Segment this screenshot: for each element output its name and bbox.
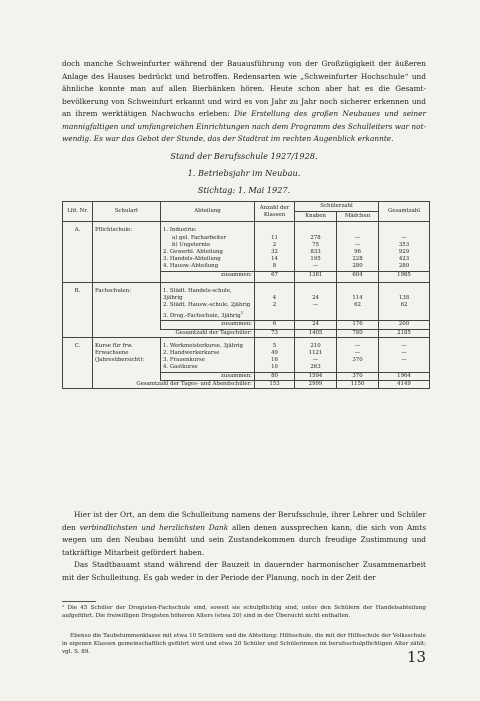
cell-gesamt: — — [379, 357, 430, 364]
cell-gesamt: — — [379, 235, 430, 242]
cell-maedchen: 96 — [337, 249, 379, 256]
cell-knaben: — — [295, 263, 337, 271]
cell-maedchen: 780 — [337, 329, 379, 337]
cell-klassen — [255, 222, 295, 235]
cell-klassen: 5 — [255, 337, 295, 350]
cell-abteilung: 4. Hausw.-Abteilung — [161, 263, 255, 271]
cell-abteilung: b) Ungelernte — [161, 242, 255, 249]
cell-maedchen — [337, 309, 379, 321]
closing-paragraph-2: Das Stadtbauamt stand während der Bauzeit in dauernder harmonischer Zusammenarbeit mit der Schulleitung. Es gab weder in der Periode der Planung, noch in der Zeit der — [62, 560, 426, 582]
cell-knaben: 833 — [295, 249, 337, 256]
table-row — [63, 263, 430, 271]
cell-gesamt: 2185 — [379, 329, 430, 337]
cell-abteilung: 2. Städt. Hausw.-schule, 2jährig — [161, 302, 255, 309]
total-row — [63, 329, 430, 337]
cell-gesamt: — — [379, 337, 430, 350]
cell-gesamt: 200 — [379, 321, 430, 329]
cell-klassen: 80 — [255, 372, 295, 380]
cell-klassen: 4 — [255, 282, 295, 302]
table-heading-date: Stichtag: 1. Mai 1927. — [197, 185, 291, 195]
table-row — [63, 309, 430, 321]
table-row — [63, 235, 430, 242]
header-gesamt: Gesamtzahl — [379, 202, 430, 222]
cell-knaben: 210 — [295, 337, 337, 350]
cell-knaben: 24 — [295, 321, 337, 329]
cell-knaben: 1381 — [295, 271, 337, 282]
cell-maedchen: — — [337, 337, 379, 350]
header-nr: Lfd. Nr. — [63, 202, 93, 222]
closing-paragraph-1 — [62, 509, 426, 559]
cell-klassen: 8 — [255, 263, 295, 271]
cell-gesamt: 4149 — [379, 380, 430, 388]
cell-knaben: — — [295, 302, 337, 309]
header-schuelerzahl: Schülerzahl — [295, 202, 379, 212]
table-row — [63, 256, 430, 263]
cell-maedchen: 228 — [337, 256, 379, 263]
cell-knaben: 1594 — [295, 372, 337, 380]
cell-maedchen: 280 — [337, 263, 379, 271]
cell-klassen: 153 — [255, 380, 295, 388]
cell-knaben: 1121 — [295, 350, 337, 357]
footnote-marker: 1 — [240, 310, 244, 316]
header-knaben: Knaben — [295, 212, 337, 222]
cell-knaben — [295, 309, 337, 321]
cell-maedchen — [337, 222, 379, 235]
table-row — [63, 249, 430, 256]
cell-maedchen: 604 — [337, 271, 379, 282]
table-row — [63, 242, 430, 249]
cell-klassen — [255, 309, 295, 321]
subtotal-label: zusammen: — [161, 372, 255, 380]
page-number: 13 — [407, 648, 427, 666]
intro-paragraph — [62, 58, 426, 146]
cell-maedchen: 114 — [337, 282, 379, 302]
cell-abteilung: 3. Frauenkurse — [161, 357, 255, 364]
cell-knaben: 24 — [295, 282, 337, 302]
total-label: Gesamtzahl der Tages- und Abendschüler: — [93, 380, 255, 388]
cell-klassen: 16 — [255, 357, 295, 364]
footnote-divider — [62, 601, 96, 602]
total-row — [63, 380, 430, 388]
cell-gesamt: 138 — [379, 282, 430, 302]
intro-line: Anlage des Hauses bedrückt und betroffen. Redensarten wie „Schweinfurter Hochschule“ — [62, 71, 412, 81]
footnote-1: ¹ Die 45 Schüler der Drogisten-Fachschule sind, soweit sie schulpflichtig sind, unter den Schülern der Handelsabteilung aufgeführt. Die freiwilligen Drogisten höheren Alters (etwa 20) sind in der Übersicht nicht enthalten. — [62, 605, 426, 620]
cell-knaben — [295, 222, 337, 235]
cell-gesamt: 353 — [379, 242, 430, 249]
cell-abteilung: 3. Handels-Abteilung — [161, 256, 255, 263]
intro-line: doch manche Schweinfurter während der Bauausführung von der Großzügigkeit der äußeren — [62, 59, 426, 68]
intro-line: und an ihrem werktätigen Nachwuchs erleben: — [62, 96, 426, 118]
header-maedchen: Mädchen — [337, 212, 379, 222]
section-schulart: Kurse für frw. Erwachsene (Jahresübersicht): — [93, 337, 161, 372]
cell-gesamt: 62 — [379, 302, 430, 309]
cell-knaben: 278 — [295, 235, 337, 242]
cell-gesamt — [379, 222, 430, 235]
header-abteilung: Abteilung — [161, 202, 255, 222]
cell-abteilung — [161, 309, 255, 321]
section-nr: C. — [63, 337, 93, 350]
header-klassen: Anzahl der Klassen — [255, 202, 295, 222]
cell-maedchen: 370 — [337, 372, 379, 380]
cell-abteilung: 1. Werkmeisterkurse, 3jährig — [161, 337, 255, 350]
section-schulart: Fachschulen: — [93, 282, 161, 302]
cell-maedchen: — — [337, 350, 379, 357]
header-schulart: Schulart — [93, 202, 161, 222]
cell-maedchen: 370 — [337, 357, 379, 364]
intro-italic-text: Die Erstellung des großen Neubaues und seiner mannigfaltigen und umfangreichen Einrichtungen nach dem Programm des Schulleiters war not-wendig. Es war das Gebot der Stunde, das der Stadtrat im rechten Augenblick erkannte. — [62, 109, 426, 143]
cell-maedchen: 176 — [337, 321, 379, 329]
cell-gesamt: 1964 — [379, 372, 430, 380]
closing-emphasis: verbindlichsten und herzlichsten Dank — [79, 522, 229, 532]
cell-klassen: 2 — [255, 302, 295, 309]
subtotal-label: zusammen: — [161, 271, 255, 282]
subtotal-row — [63, 271, 430, 282]
cell-abteilung: a) gel. Facharbeiter — [161, 235, 255, 242]
cell-klassen: 11 — [255, 235, 295, 242]
cell-abteilung: 1. Industrie: — [161, 222, 255, 235]
cell-gesamt: 280 — [379, 263, 430, 271]
subtotal-label: zusammen: — [161, 321, 255, 329]
table-header-row — [63, 202, 430, 212]
intro-line: und ähnliche konnte man auf allen Bierbänken hören. Heute schon aber hat es die Gesamt- — [62, 71, 426, 93]
cell-abteilung: 2. Gewerbl. Abteilung — [161, 249, 255, 256]
cell-maedchen: 1150 — [337, 380, 379, 388]
cell-klassen: 32 — [255, 249, 295, 256]
cell-gesamt — [379, 309, 430, 321]
cell-maedchen: 62 — [337, 302, 379, 309]
table-heading-subtitle: 1. Betriebsjahr im Neubau. — [187, 168, 301, 178]
cell-knaben: 1405 — [295, 329, 337, 337]
cell-maedchen: — — [337, 242, 379, 249]
cell-knaben: 195 — [295, 256, 337, 263]
cell-klassen: 2 — [255, 242, 295, 249]
cell-abteilung-text: 3. Drog.-Fachschule, 3jährig — [163, 313, 241, 320]
total-label: Gesamtzahl der Tagschüler: — [93, 329, 255, 337]
section-nr: A. — [63, 222, 93, 235]
closing-text: Hier ist der Ort, an dem die Schulleitung namens der Berufsschule, ihrer Lehrer und Schüler den — [62, 510, 426, 532]
section-nr: B. — [63, 282, 93, 302]
cell-knaben: 75 — [295, 242, 337, 249]
cell-klassen: 67 — [255, 271, 295, 282]
cell-knaben: 263 — [295, 364, 337, 372]
subtotal-row — [63, 321, 430, 329]
table-row — [63, 282, 430, 302]
cell-knaben: — — [295, 357, 337, 364]
table-row — [63, 337, 430, 350]
cell-klassen: 14 — [255, 256, 295, 263]
cell-maedchen — [337, 364, 379, 372]
table-heading-title: Stand der Berufsschule 1927/1928. — [170, 151, 318, 161]
cell-knaben: 2999 — [295, 380, 337, 388]
cell-abteilung: 4. Gastkurse — [161, 364, 255, 372]
cell-klassen: 49 — [255, 350, 295, 357]
cell-klassen: 6 — [255, 321, 295, 329]
table-row — [63, 222, 430, 235]
cell-abteilung: 2. Handwerkerkurse — [161, 350, 255, 357]
cell-klassen: 73 — [255, 329, 295, 337]
enrollment-table — [62, 201, 430, 389]
table-row — [63, 302, 430, 309]
cell-klassen: 10 — [255, 364, 295, 372]
section-schulart: Pflichtschule: — [93, 222, 161, 235]
subtotal-row — [63, 372, 430, 380]
intro-line: bevölkerung von Schweinfurt erkannt und wird es von Jahr zu Jahr noch sicherer erkennen — [62, 96, 412, 106]
cell-gesamt: 1985 — [379, 271, 430, 282]
cell-abteilung: 1. Städt. Handels-schule, 3jährig — [161, 282, 255, 302]
closing-text: allen denen aussprechen kann, die sich von Amts wegen um den Neubau bemüht und sein Zustandekommen durch freudige Zustimmung und tatkräftige Mitarbeit gefördert haben. — [62, 522, 426, 557]
cell-gesamt: 423 — [379, 256, 430, 263]
footnote-2: Ebenso die Taubstummenklasse mit etwa 10 Schülern und die Abteilung: Hilfsschule, die mit der Hilfsschule der Volksschule in eigenen Klassen gemeinschaftlich geführt wird und etwa 20 Schüler und Schülerinnen im berufsschulpflichtigen Alter zählt; vgl. S. 89. — [62, 633, 426, 656]
cell-gesamt: — — [379, 350, 430, 357]
cell-maedchen: — — [337, 235, 379, 242]
cell-gesamt: 929 — [379, 249, 430, 256]
cell-gesamt — [379, 364, 430, 372]
